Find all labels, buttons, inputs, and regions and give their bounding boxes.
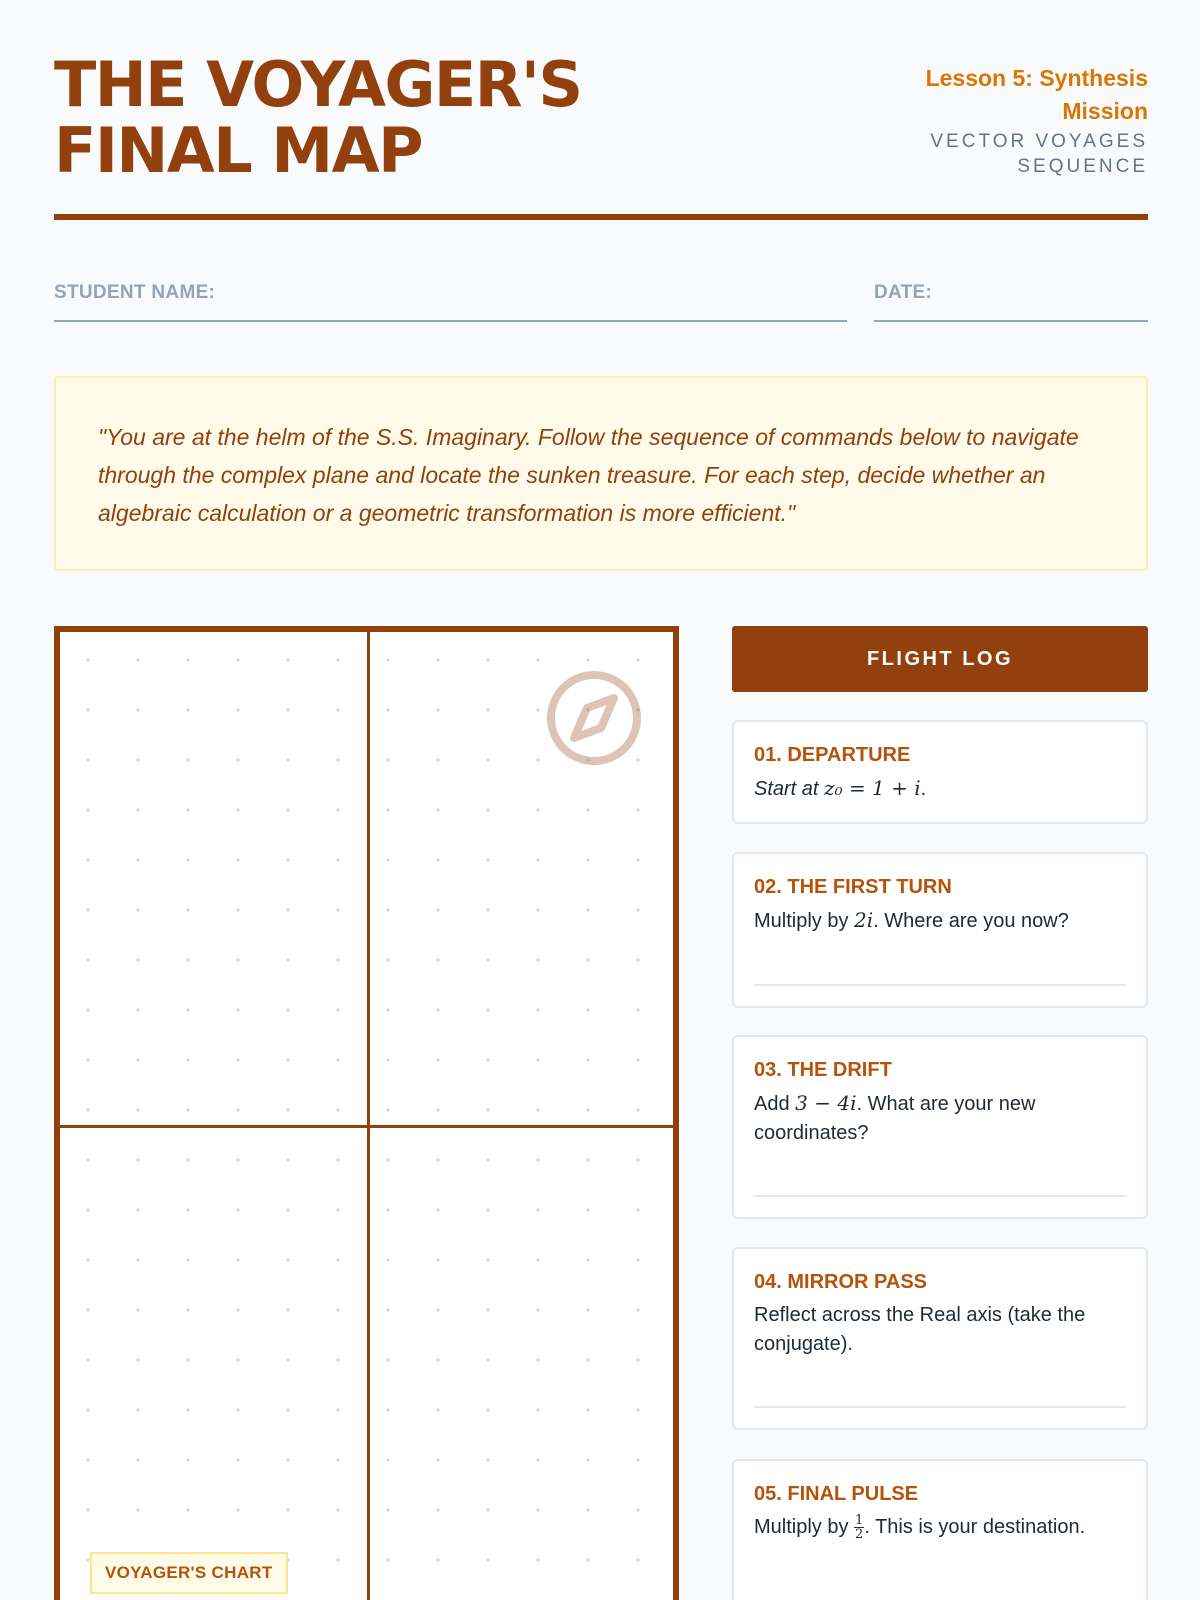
imaginary-axis bbox=[367, 632, 370, 1600]
math-expression: 3 − 4i bbox=[795, 1091, 857, 1115]
step-card-departure bbox=[732, 720, 1148, 824]
page-title: THE VOYAGER'S FINAL MAP bbox=[54, 48, 582, 187]
step-card-first-turn bbox=[732, 852, 1148, 1008]
worksheet-header bbox=[54, 48, 1148, 222]
real-axis bbox=[60, 1125, 673, 1128]
date-label: DATE: bbox=[874, 282, 933, 303]
flight-log-header: FLIGHT LOG bbox=[732, 626, 1148, 692]
chart-label: VOYAGER'S CHART bbox=[90, 1552, 288, 1594]
step-text: Multiply by 2i. Where are you now? bbox=[754, 908, 1069, 932]
math-expression: 2i bbox=[854, 908, 874, 932]
voyager-chart[interactable] bbox=[54, 626, 679, 1600]
math-expression: z₀ = 1 + i bbox=[824, 776, 921, 800]
step-card-final-pulse bbox=[732, 1459, 1148, 1600]
step-title: 03. THE DRIFT bbox=[754, 1059, 892, 1081]
student-name-label: STUDENT NAME: bbox=[54, 282, 216, 303]
answer-line[interactable] bbox=[754, 1195, 1126, 1197]
step-title: 05. FINAL PULSE bbox=[754, 1483, 919, 1505]
step-text: Add 3 − 4i. What are your new coordinates? bbox=[754, 1091, 1036, 1144]
lesson-title: Lesson 5: Synthesis Mission bbox=[925, 65, 1148, 124]
date-field[interactable] bbox=[874, 282, 1148, 322]
step-title: 02. THE FIRST TURN bbox=[754, 876, 952, 898]
compass-icon bbox=[544, 668, 644, 768]
step-text: Reflect across the Real axis (take the conjugate). bbox=[754, 1304, 1086, 1355]
step-text: Start at z₀ = 1 + i. bbox=[754, 776, 927, 800]
step-title: 01. DEPARTURE bbox=[754, 744, 911, 766]
mission-text: "You are at the helm of the S.S. Imaginary. Follow the sequence of commands below to navigate through the complex plane and locate the sunken treasure. For each step, decide whether an algebraic calculation or a geometric transformation is more efficient." bbox=[98, 424, 1079, 526]
sequence-label: VECTOR VOYAGES SEQUENCE bbox=[930, 131, 1148, 177]
step-card-drift bbox=[732, 1035, 1148, 1219]
header-divider bbox=[54, 214, 1148, 220]
step-card-mirror-pass bbox=[732, 1247, 1148, 1430]
step-title: 04. MIRROR PASS bbox=[754, 1271, 927, 1293]
mission-box bbox=[54, 376, 1148, 571]
answer-line[interactable] bbox=[754, 1406, 1126, 1408]
answer-line[interactable] bbox=[754, 984, 1126, 986]
step-text: Multiply by $\frac{1}{2}$ . This is your destination. bbox=[754, 1513, 1086, 1543]
student-name-field[interactable] bbox=[54, 282, 847, 322]
fraction: $\frac{1}{2}$ bbox=[855, 1513, 864, 1543]
lesson-info bbox=[848, 62, 1148, 179]
